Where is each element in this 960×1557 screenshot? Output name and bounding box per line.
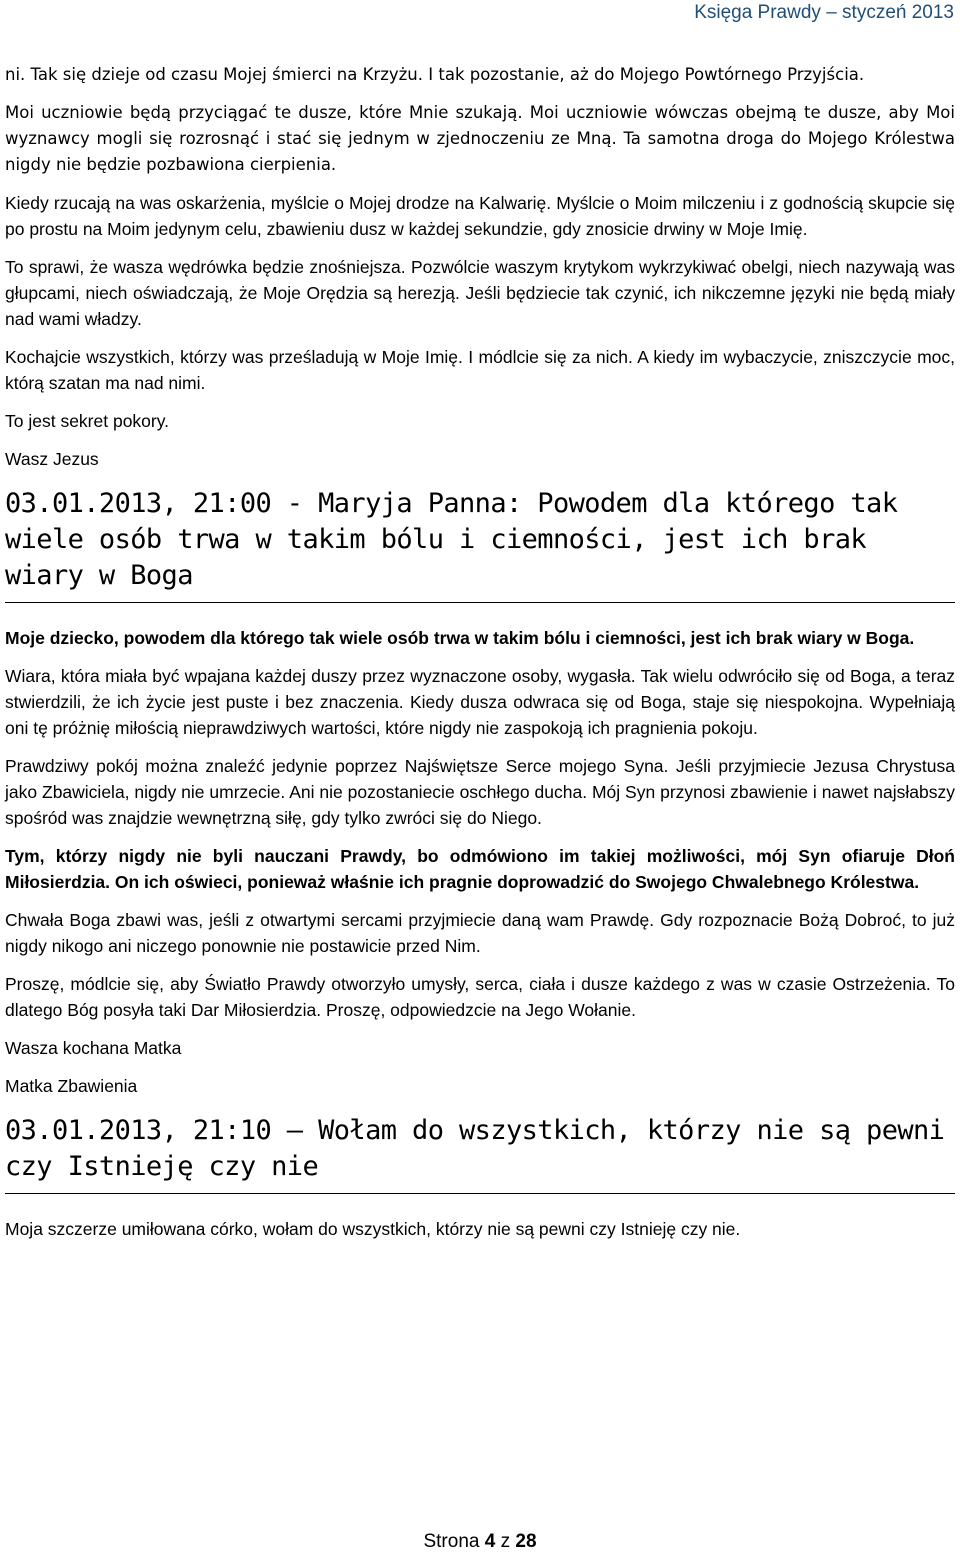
- signature-line: Matka Zbawienia: [5, 1076, 138, 1096]
- footer-page-number: 4: [484, 1531, 496, 1552]
- message-heading: 03.01.2013, 21:00 - Maryja Panna: Powodem dla którego tak wiele osób trwa w takim bólu i ciemności, jest ich brak wiary w Boga: [5, 488, 898, 591]
- paragraph: Moi uczniowie będą przyciągać te dusze, które Mnie szukają. Moi uczniowie wówczas obejmą te dusze, aby Moi wyznawcy mogli się rozrosnąć i stać się jednym w zjednoczeniu ze Mną. Ta samotna droga do Mojego Królestwa nigdy nie będzie pozbawiona cierpienia.: [5, 103, 955, 174]
- signature-line: To jest sekret pokory.: [5, 411, 170, 431]
- paragraph: Moja szczerze umiłowana córko, wołam do wszystkich, którzy nie są pewni czy Istnieję czy nie.: [5, 1219, 741, 1239]
- heading-divider: [5, 1193, 955, 1194]
- running-header: Księga Prawdy – styczeń 2013: [694, 2, 954, 23]
- page-footer: [0, 1531, 960, 1553]
- paragraph: Proszę, módlcie się, aby Światło Prawdy otworzyło umysły, serca, ciała i dusze każdego z was w czasie Ostrzeżenia. To dlatego Bóg posyła taki Dar Miłosierdzia. Proszę, odpowiedzcie na Jego Wołanie.: [5, 974, 955, 1020]
- bold-paragraph: Tym, którzy nigdy nie byli nauczani Prawdy, bo odmówiono im takiej możliwości, mój Syn ofiaruje Dłoń Miłosierdzia. On ich oświeci, ponieważ właśnie ich pragnie doprowadzić do Swojego Chwalebnego Królestwa.: [5, 846, 955, 892]
- paragraph: To sprawi, że wasza wędrówka będzie znośniejsza. Pozwólcie waszym krytykom wykrzykiwać obelgi, niech nazywają was głupcami, niech oświadczają, że Moje Orędzia są herezją. Jeśli będziecie tak czynić, ich nikczemne języki nie będą miały nad wami władzy.: [5, 257, 955, 329]
- footer-separator: z: [500, 1531, 511, 1552]
- footer-prefix: Strona: [423, 1531, 480, 1552]
- paragraph: Kiedy rzucają na was oskarżenia, myślcie o Mojej drodze na Kalwarię. Myślcie o Moim milczeniu i z godnością skupcie się po prostu na Moim jedynym celu, zbawieniu dusz w każdej sekundzie, gdy znosicie drwiny w Moje Imię.: [5, 193, 955, 239]
- paragraph: Kochajcie wszystkich, którzy was prześladują w Moje Imię. I módlcie się za nich. A kiedy im wybaczycie, zniszczycie moc, którą szatan ma nad nimi.: [5, 347, 955, 393]
- bold-paragraph: Moje dziecko, powodem dla którego tak wiele osób trwa w takim bólu i ciemności, jest ich brak wiary w Boga.: [5, 628, 915, 648]
- paragraph: Prawdziwy pokój można znaleźć jedynie poprzez Najświętsze Serce mojego Syna. Jeśli przyjmiecie Jezusa Chrystusa jako Zbawiciela, nigdy nie umrzecie. Ani nie pozostaniecie oschłego ducha. Mój Syn przynosi zbawienie i nawet najsłabszy spośród was znajdzie wewnętrzną siłę, gdy tylko zwróci się do Niego.: [5, 756, 955, 828]
- paragraph: ni. Tak się dzieje od czasu Mojej śmierci na Krzyżu. I tak pozostanie, aż do Mojego Powtórnego Przyjścia.: [5, 65, 865, 84]
- message-heading: 03.01.2013, 21:10 – Wołam do wszystkich, którzy nie są pewni czy Istnieję czy nie: [5, 1115, 945, 1182]
- footer-page-total: 28: [515, 1531, 537, 1552]
- signature-line: Wasza kochana Matka: [5, 1038, 182, 1058]
- signature-line: Wasz Jezus: [5, 449, 99, 469]
- paragraph: Wiara, która miała być wpajana każdej duszy przez wyznaczone osoby, wygasła. Tak wielu odwróciło się od Boga, a teraz stwierdzili, że ich życie jest puste i bez znaczenia. Kiedy dusza odwraca się od Boga, staje się niespokojna. Wypełniają oni tę próżnię miłością nieprawdziwych wartości, które nigdy nie zaspokoją ich pragnienia pokoju.: [5, 666, 955, 738]
- heading-divider: [5, 602, 955, 603]
- paragraph: Chwała Boga zbawi was, jeśli z otwartymi sercami przyjmiecie daną wam Prawdę. Gdy rozpoznacie Bożą Dobroć, to już nigdy nikogo ani niczego ponownie nie postawicie przed Nim.: [5, 910, 955, 956]
- document-body: [5, 62, 955, 1254]
